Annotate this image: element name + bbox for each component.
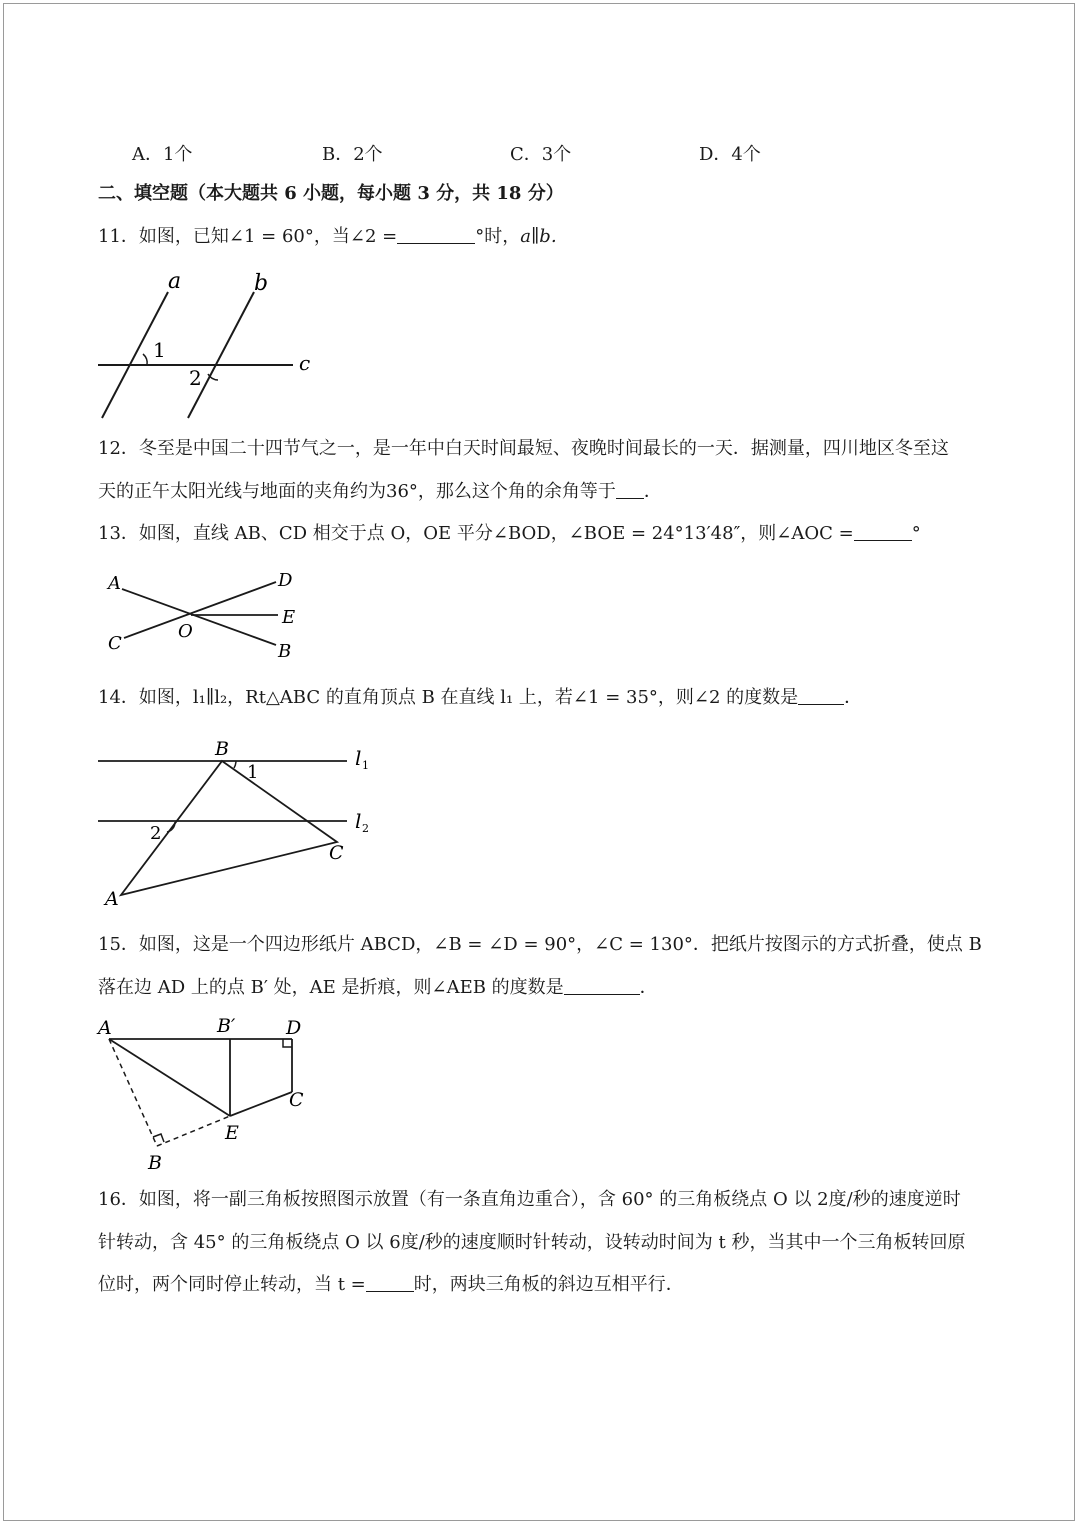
q13-text-b: ° [911, 523, 921, 544]
question-12-line1 [98, 437, 949, 461]
q13-number: 13． [98, 523, 139, 544]
q15-edge-ce [230, 1092, 292, 1116]
question-16-line2: 针转动，含 45° 的三角板绕点 O 以 6度/秒的速度顺时针转动，设转动时间为 t 秒，当其中一个三角板转回原 [98, 1232, 966, 1253]
q15-label-c: C [289, 1089, 304, 1111]
q16-number: 16． [98, 1189, 139, 1210]
q13-label-e: E [282, 607, 296, 628]
q15-answer-blank[interactable] [564, 976, 640, 995]
q14-label-a: A [105, 888, 119, 910]
q15-right-angle-d [283, 1039, 292, 1047]
q15-label-d: D [286, 1017, 302, 1039]
section-title: 二、填空题（本大题共 6 小题，每小题 3 分，共 18 分） [98, 183, 564, 204]
q14-label-b: B [215, 738, 229, 760]
question-15-line2 [98, 976, 658, 1000]
q15-label-e: E [225, 1122, 239, 1144]
choice-d: D．4个 [699, 144, 761, 165]
q14-label-l1-sub: 1 [362, 759, 369, 772]
q15-line2-a: 落在边 AD 上的点 B′ 处，AE 是折痕，则∠AEB 的度数是 [98, 977, 564, 998]
q11-label-c: c [299, 351, 311, 375]
q14-text-a: 如图，l₁∥l₂，Rt△ABC 的直角顶点 B 在直线 l₁ 上，若∠1 = 35°，则∠2 的度数是 [138, 687, 799, 708]
q14-label-angle1: 1 [247, 762, 259, 783]
q13-label-d: D [278, 570, 293, 591]
q11-label-2: 2 [189, 366, 202, 390]
q14-label-angle2: 2 [150, 823, 162, 844]
q11-text-a: 如图，已知∠1 = 60°，当∠2 = [138, 226, 398, 247]
q16-answer-blank[interactable] [366, 1273, 414, 1292]
q16-line3-b: 时，两块三角板的斜边互相平行． [413, 1274, 684, 1295]
q13-label-c: C [108, 633, 122, 654]
q11-label-b: b [254, 271, 269, 296]
question-12-line2 [98, 480, 662, 504]
q14-number: 14． [98, 687, 139, 708]
choice-a: A．1个 [132, 144, 193, 165]
q11-text-b: °时， [475, 226, 521, 247]
q13-answer-blank[interactable] [854, 522, 912, 541]
q15-dashed-be [157, 1116, 230, 1146]
question-15-line1 [98, 933, 982, 957]
q14-answer-blank[interactable] [798, 686, 844, 705]
q14-label-l2: l [355, 809, 362, 833]
q13-text-a: 如图，直线 AB、CD 相交于点 O，OE 平分∠BOD，∠BOE = 24°13′48″，则∠AOC = [138, 523, 854, 544]
q15-figure [95, 1012, 325, 1177]
question-11 [98, 225, 569, 249]
q15-number: 15． [98, 934, 139, 955]
q14-label-l2-sub: 2 [362, 822, 369, 835]
q14-text-b: ． [844, 687, 863, 708]
q15-crease-ae [109, 1039, 230, 1116]
q11-number: 11． [98, 226, 139, 247]
question-13 [98, 522, 921, 546]
choice-b: B．2个 [322, 144, 383, 165]
q14-angle1-arc [234, 761, 236, 768]
q11-angle1-arc [143, 354, 147, 365]
q12-line2-a: 天的正午太阳光线与地面的夹角约为36°，那么这个角的余角等于 [98, 481, 616, 502]
q12-line1: 冬至是中国二十四节气之一，是一年中白天时间最短、夜晚时间最长的一天．据测量，四川地区冬至这 [138, 438, 949, 459]
q13-line-cd [124, 582, 276, 638]
q14-label-l1: l [355, 746, 362, 770]
q11-label-1: 1 [153, 338, 166, 362]
q13-label-b: B [278, 641, 292, 662]
q15-label-b: B [148, 1152, 162, 1174]
q11-line-b [188, 292, 254, 418]
q16-line1: 如图，将一副三角板按照图示放置（有一条直角边重合），含 60° 的三角板绕点 O 以 2度/秒的速度逆时 [138, 1189, 961, 1210]
q15-label-bprime: B′ [217, 1015, 236, 1037]
q11-answer-blank[interactable] [397, 225, 475, 244]
choice-c: C．3个 [510, 144, 572, 165]
q13-line-ab [122, 589, 276, 645]
q15-label-a: A [98, 1017, 112, 1039]
q12-answer-blank[interactable] [616, 480, 644, 499]
q15-line1: 如图，这是一个四边形纸片 ABCD，∠B = ∠D = 90°，∠C = 130°．把纸片按图示的方式折叠，使点 B [138, 934, 982, 955]
question-16-line1 [98, 1188, 961, 1212]
q13-label-a: A [108, 573, 121, 594]
q13-figure [100, 565, 310, 665]
q11-figure [90, 270, 330, 425]
q11-text-c: a∥b． [520, 226, 569, 247]
q13-label-o: O [178, 621, 193, 642]
q16-line3-a: 位时，两个同时停止转动，当 t = [98, 1274, 366, 1295]
q12-line2-b: ． [643, 481, 662, 502]
q14-figure [95, 735, 385, 915]
q12-number: 12． [98, 438, 139, 459]
question-16-line3 [98, 1273, 684, 1297]
q11-label-a: a [168, 270, 182, 294]
q15-line2-b: ． [639, 977, 658, 998]
q14-label-c: C [329, 842, 344, 864]
question-14 [98, 686, 862, 710]
